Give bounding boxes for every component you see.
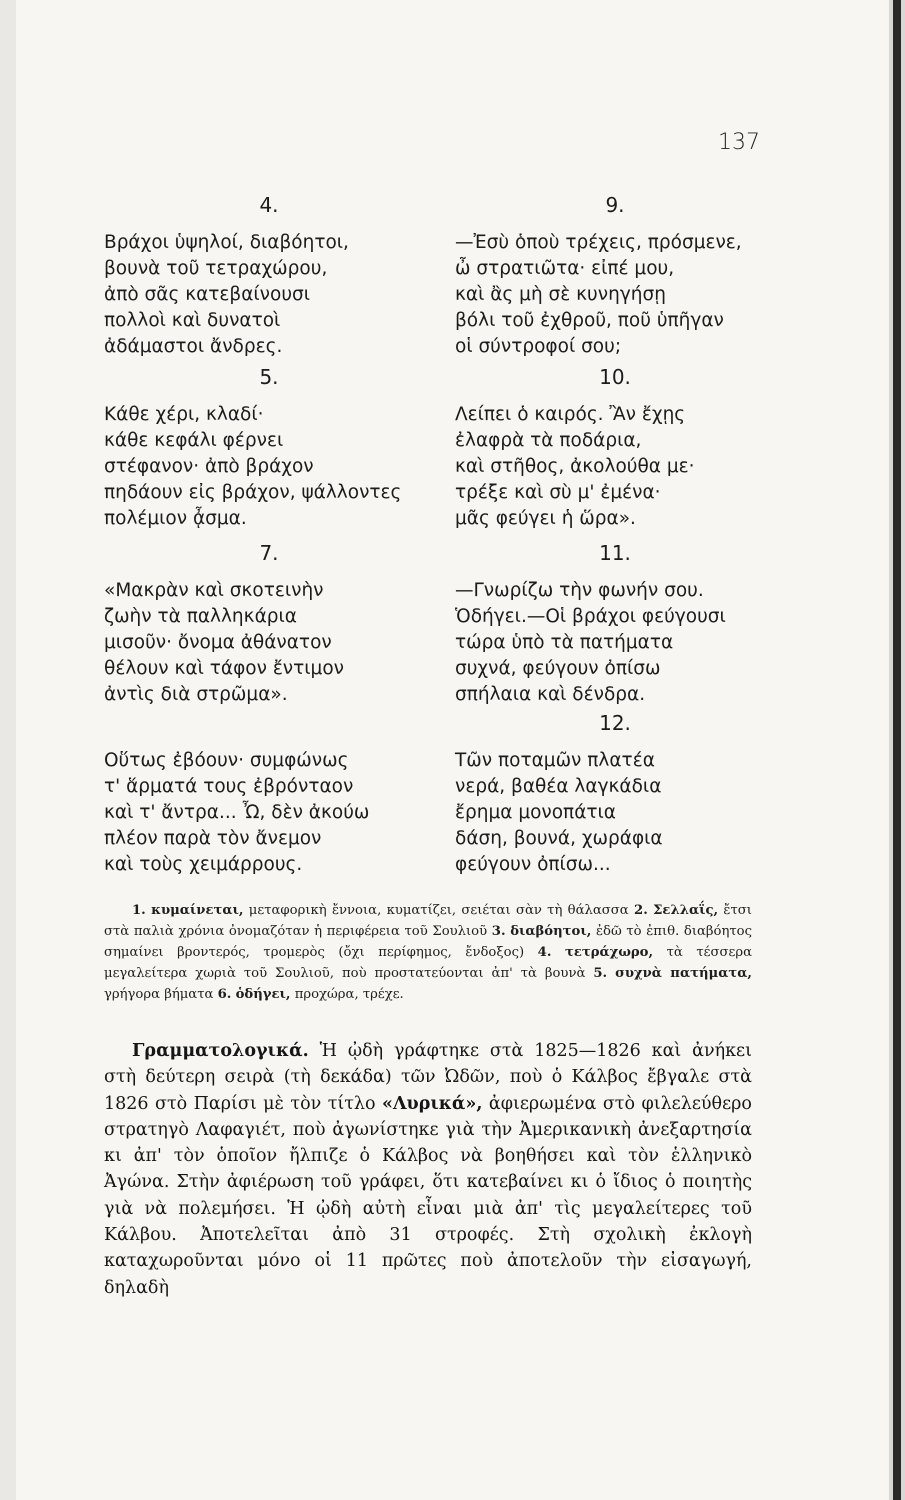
verse-line: «Μακρὰν καὶ σκοτεινὴν	[104, 580, 324, 601]
scan-right-edge	[889, 0, 905, 1500]
verse-line: ὦ στρατιῶτα· εἰπέ μου,	[455, 258, 675, 279]
verse-line: ζωὴν τὰ παλληκάρια	[104, 606, 297, 627]
note-text: γρήγορα βήματα	[104, 987, 214, 1002]
verse-line: βόλι τοῦ ἐχθροῦ, ποῦ ὑπῆγαν	[455, 310, 724, 331]
note-text: τὰ τέσσερα μεγαλείτερα χωριὰ τοῦ Σουλιοῦ, ποὺ προστατεύονται ἀπ' τὰ βουνὰ	[104, 945, 752, 981]
stanza-11	[455, 534, 775, 708]
verse-line: κάθε κεφάλι φέρνει	[104, 430, 284, 451]
verse-line: οἱ σύντροφοί σου;	[455, 336, 622, 357]
book-title: «Λυρικά»,	[382, 1093, 483, 1114]
stanza-12	[455, 704, 775, 878]
note-number: 6.	[217, 987, 232, 1002]
note-number: 2.	[634, 903, 648, 918]
verse-line: στέφανον· ἀπὸ βράχον	[104, 456, 314, 477]
note-text: ἐδῶ τὸ ἐπιθ. διαβόητος σημαίνει βροντερός, τρομερὸς (ὄχι περίφημος, ἔνδοξος)	[104, 924, 752, 960]
verse-line: ἐλαφρὰ τὰ ποδάρια,	[455, 430, 642, 451]
verse-line: καὶ στῆθος, ἀκολούθα με·	[455, 456, 695, 477]
note-text: μεταφορικὴ ἔννοια, κυματίζει, σειέται σὰν τὴ θάλασσα	[248, 903, 629, 918]
stanza-number: 9.	[605, 193, 625, 217]
stanza-10	[455, 358, 775, 532]
verse-line: —Γνωρίζω τὴν φωνήν σου.	[455, 580, 704, 601]
note-number: 5.	[593, 966, 608, 981]
verse-line: Βράχοι ὑψηλοί, διαβόητοι,	[104, 232, 349, 253]
footnotes	[104, 900, 752, 1005]
stanza-number: 5.	[259, 365, 279, 389]
note-term: τετράχωρο,	[564, 945, 654, 960]
verse-line: πολέμιον ᾆσμα.	[104, 508, 247, 529]
verse-line: τρέξε καὶ σὺ μ' ἐμένα·	[455, 482, 661, 503]
verse-line: Λείπει ὁ καιρός. Ἂν ἔχῃς	[455, 404, 686, 425]
stanza-9	[455, 186, 775, 360]
verse-line: πηδάουν εἰς βράχον, ψάλλοντες	[104, 482, 402, 503]
verse-line: Κάθε χέρι, κλαδί·	[104, 404, 264, 425]
verse-line: συχνά, φεύγουν ὀπίσω	[455, 658, 661, 679]
section-heading: Γραμματολογικά.	[132, 1041, 309, 1061]
verse-line: Ὁδήγει.—Οἱ βράχοι φεύγουσι	[455, 606, 726, 627]
note-text: ἔτσι στὰ παλιὰ χρόνια ὀνομαζόταν ἡ περιφέρεια τοῦ Σουλιοῦ	[104, 903, 752, 939]
note-term: διαβόητοι,	[510, 924, 592, 939]
verse-line: δάση, βουνά, χωράφια	[455, 828, 663, 849]
note-number: 4.	[537, 945, 552, 960]
note-number: 3.	[491, 924, 506, 939]
note-term: ὁδήγει,	[235, 987, 291, 1002]
page-number: 137	[718, 130, 760, 155]
stanza-number: 7.	[259, 541, 279, 565]
paragraph-text: ἀφιερωμένα στὸ φιλελεύθερο στρατηγὸ Λαφαγιέτ, ποὺ ἀγωνίστηκε γιὰ τὴν Ἀμερικανικὴ ἀνεξαρτησία κι ἀπ' τὸν ὁποῖον ἤλπιζε ὁ Κάλβος νὰ βοηθήσει καὶ τὸν ἑλληνικὸ Ἀγώνα. Στὴν ἀφιέρωση τοῦ γράφει, ὅτι κατεβαίνει κι ὁ ἴδιος ὁ ποιητὴς γιὰ νὰ πολεμήσει. Ἡ ᾠδὴ αὐτὴ εἶναι μιὰ ἀπ' τὶς μεγαλείτερες τοῦ Κάλβου. Ἀποτελεῖται ἀπὸ 31 στροφές. Στὴ σχολικὴ ἐκλογὴ καταχωροῦνται μόνο οἱ 11 πρῶτες ποὺ ἀποτελοῦν τὴν εἰσαγωγή, δηλαδὴ	[104, 1093, 752, 1298]
verse-line: ἀντὶς διὰ στρῶμα».	[104, 684, 288, 705]
stanza-5	[104, 358, 434, 532]
verse-line: βουνὰ τοῦ τετραχώρου,	[104, 258, 328, 279]
scan-left-margin	[0, 0, 16, 1500]
stanza-4	[104, 186, 434, 360]
verse-line: τ' ἅρματά τους ἐβρόνταον	[104, 776, 354, 797]
verse-line: πλέον παρὰ τὸν ἄνεμον	[104, 828, 322, 849]
literary-history-paragraph	[104, 1038, 752, 1301]
verse-line: σπήλαια καὶ δένδρα.	[455, 684, 646, 705]
verse-line: ἀδάμαστοι ἄνδρες.	[104, 336, 283, 357]
stanza-number: 12.	[599, 711, 631, 735]
paragraph-text: Ἡ ᾠδὴ γράφτηκε στὰ 1825—1826 καὶ ἀνήκει στὴ δεύτερη σειρὰ (τὴ δεκάδα) τῶν Ὠδῶν, ποὺ ὁ Κάλβος ἔβγαλε στὰ 1826 στὸ Παρίσι μὲ τὸν τίτλο	[104, 1041, 752, 1114]
note-text: προχώρα, τρέχε.	[294, 987, 404, 1002]
verse-line: πολλοὶ καὶ δυνατοὶ	[104, 310, 281, 331]
stanza-number: 11.	[599, 541, 631, 565]
verse-line: Οὕτως ἐβόουν· συμφώνως	[104, 750, 349, 771]
note-number: 1.	[132, 903, 146, 918]
verse-line: καὶ ἂς μὴ σὲ κυνηγήσῃ	[455, 284, 666, 305]
stanza-7	[104, 534, 434, 708]
stanza-8	[104, 748, 434, 878]
stanza-number: 10.	[599, 365, 631, 389]
verse-line: μισοῦν· ὄνομα ἀθάνατον	[104, 632, 332, 653]
verse-line: καὶ τοὺς χειμάρρους.	[104, 854, 303, 875]
verse-line: ἔρημα μονοπάτια	[455, 802, 616, 823]
note-term: κυμαίνεται,	[151, 903, 244, 918]
verse-line: θέλουν καὶ τάφον ἔντιμον	[104, 658, 344, 679]
note-term: συχνὰ πατήματα,	[615, 966, 752, 981]
verse-line: καὶ τ' ἄντρα... Ὦ, δὲν ἀκούω	[104, 802, 370, 823]
note-term: Σελλαΐς,	[653, 903, 719, 918]
verse-line: τώρα ὑπὸ τὰ πατήματα	[455, 632, 674, 653]
verse-line: —Ἐσὺ ὁποὺ τρέχεις, πρόσμενε,	[455, 232, 742, 253]
verse-line: μᾶς φεύγει ἡ ὥρα».	[455, 508, 636, 529]
verse-line: φεύγουν ὀπίσω...	[455, 854, 611, 875]
stanza-number: 4.	[259, 193, 279, 217]
verse-line: νερά, βαθέα λαγκάδια	[455, 776, 662, 797]
verse-line: ἀπὸ σᾶς κατεβαίνουσι	[104, 284, 311, 305]
verse-line: Τῶν ποταμῶν πλατέα	[455, 750, 655, 771]
